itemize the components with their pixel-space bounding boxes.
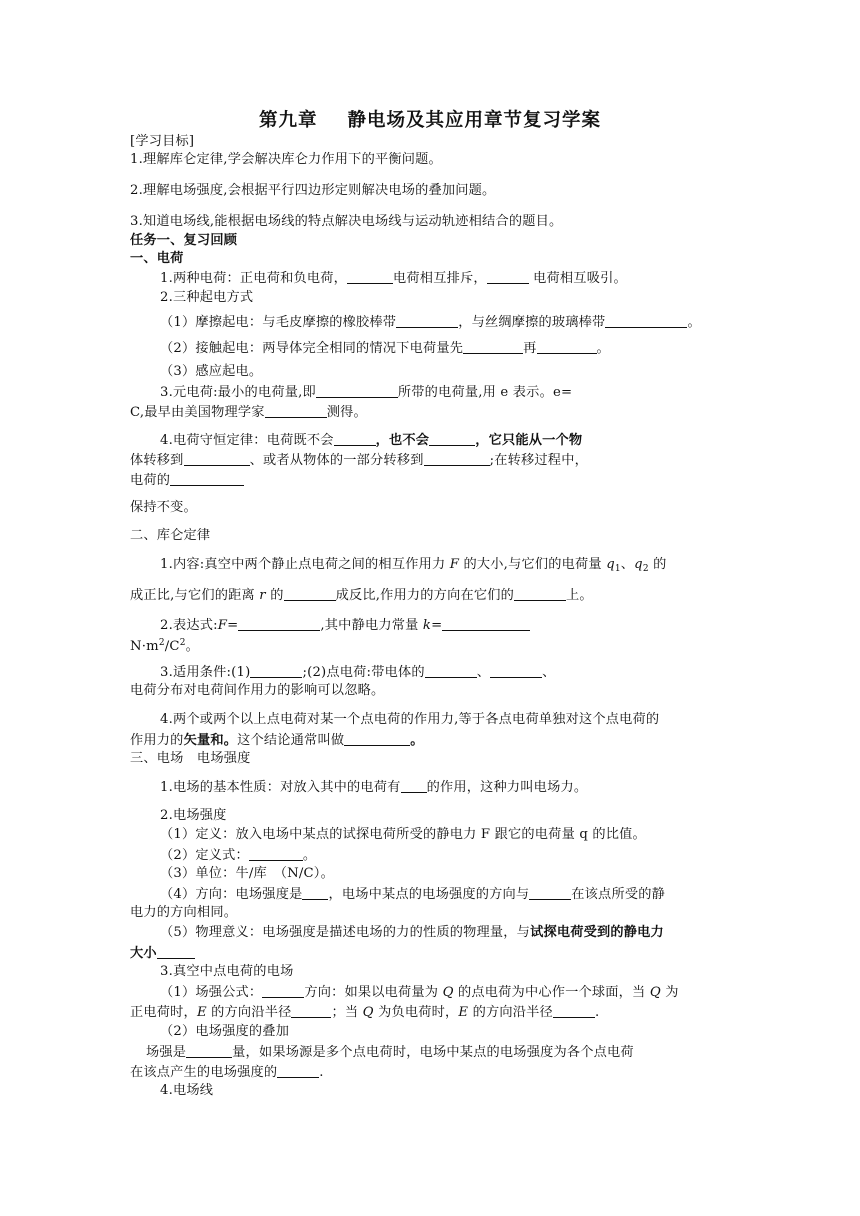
blank[interactable] — [514, 586, 566, 601]
s3-line-16: 4.电场线 — [160, 1083, 214, 1098]
blank[interactable] — [490, 663, 542, 678]
blank[interactable] — [284, 586, 336, 601]
section-1-heading: 一、电荷 — [130, 251, 184, 266]
blank[interactable] — [529, 885, 571, 900]
s2-line-4: $N\cdot m^2/C^2$。 — [130, 638, 200, 654]
s3-line-5: （3）单位：牛/库 （N/C）。 — [160, 866, 334, 881]
chapter-label: 第九章 — [258, 110, 318, 131]
blank[interactable] — [316, 383, 398, 398]
s3-line-6: （4）方向：电场强度是 ，电场中某点的电场强度的方向与 在该点所受的静 — [160, 887, 665, 902]
s3-line-4: （2）定义式： 。 — [160, 848, 317, 863]
s2-line-2: 成正比,与它们的距离 r 的 成反比,作用力的方向在它们的 上。 — [130, 588, 593, 603]
s2-line-8: 作用力的矢量和。这个结论通常叫做 。 — [130, 733, 424, 748]
s1-line-5: （3）感应起电。 — [160, 364, 263, 379]
goals-heading: [学习目标] — [130, 134, 195, 149]
blank[interactable] — [277, 1063, 319, 1078]
s1-line-2: 2.三种起电方式 — [160, 290, 254, 305]
s3-line-1: 1.电场的基本性质：对放入其中的电荷有 的作用，这种力叫电场力。 — [160, 780, 588, 795]
blank[interactable] — [347, 269, 393, 284]
s1-line-3: （1）摩擦起电：与毛皮摩擦的橡胶棒带 ，与丝绸摩擦的玻璃棒带 。 — [160, 315, 701, 330]
s3-line-9: 大小 — [130, 944, 195, 963]
blank[interactable] — [424, 451, 490, 466]
blank[interactable] — [429, 431, 475, 446]
s3-line-13: （2）电场强度的叠加 — [160, 1024, 290, 1039]
s2-line-7: 4.两个或两个以上点电荷对某一个点电荷的作用力,等于各点电荷单独对这个点电荷的 — [160, 712, 660, 727]
s1-line-11: 保持不变。 — [130, 500, 197, 515]
blank[interactable] — [425, 663, 477, 678]
s1-line-1: 1.两种电荷：正电荷和负电荷， 电荷相互排斥， 电荷相互吸引。 — [160, 271, 627, 286]
goal-2: 2.理解电场强度,会根据平行四边形定则解决电场的叠加问题。 — [130, 183, 496, 198]
section-3-heading: 三、电场 电场强度 — [130, 751, 251, 766]
blank[interactable] — [487, 269, 529, 284]
blank[interactable] — [262, 983, 304, 998]
blank[interactable] — [401, 778, 427, 793]
s3-line-2: 2.电场强度 — [160, 808, 227, 823]
task-heading: 任务一、复习回顾 — [130, 233, 238, 248]
s1-line-4: （2）接触起电：两导体完全相同的情况下电荷量先 再 。 — [160, 341, 610, 356]
page-title — [0, 106, 860, 132]
s1-line-10: 电荷的 — [130, 471, 244, 490]
s1-line-8: 4.电荷守恒定律：电荷既不会 ，也不会 ，它只能从一个物 — [160, 433, 583, 448]
blank[interactable] — [184, 451, 250, 466]
s3-line-7: 电力的方向相同。 — [130, 905, 238, 920]
s2-line-1: 1.内容:真空中两个静止点电荷之间的相互作用力 F 的大小,与它们的电荷量 $q_1$、$q_2$ 的 — [160, 557, 667, 574]
chapter-title: 静电场及其应用章节复习学案 — [347, 110, 602, 131]
blank[interactable] — [170, 471, 244, 486]
s3-line-12: 正电荷时，E 的方向沿半径 ；当 Q 为负电荷时，E 的方向沿半径 . — [130, 1005, 600, 1020]
s3-line-14: 场强是 量，如果场源是多个点电荷时，电场中某点的电场强度为各个点电荷 — [146, 1045, 634, 1060]
blank[interactable] — [334, 431, 376, 446]
blank[interactable] — [265, 403, 327, 418]
s3-line-11: （1）场强公式： 方向：如果以电荷量为 Q 的点电荷为中心作一个球面，当 Q 为 — [160, 985, 679, 1000]
s2-line-3: 2.表达式:F= ,其中静电力常量 k= — [160, 616, 530, 635]
s3-line-3: （1）定义：放入电场中某点的试探电荷所受的静电力 F 跟它的电荷量 q 的比值。 — [160, 827, 646, 842]
goal-1: 1.理解库仑定律,学会解决库仑力作用下的平衡问题。 — [130, 152, 442, 167]
s1-line-9: 体转移到 、或者从物体的一部分转移到 ;在转移过程中， — [130, 453, 588, 468]
s2-line-6: 电荷分布对电荷间作用力的影响可以忽略。 — [130, 683, 385, 698]
blank[interactable] — [186, 1043, 232, 1058]
blank[interactable] — [302, 885, 328, 900]
blank[interactable] — [250, 663, 302, 678]
blank[interactable] — [344, 731, 410, 746]
s2-line-5: 3.适用条件:(1) ;(2)点电荷:带电体的 、 、 — [160, 665, 556, 680]
blank[interactable] — [442, 616, 530, 631]
s3-line-10: 3.真空中点电荷的电场 — [160, 964, 294, 979]
s1-line-7: C,最早由美国物理学家 测得。 — [130, 405, 367, 420]
blank[interactable] — [553, 1003, 595, 1018]
blank[interactable] — [537, 339, 597, 354]
blank[interactable] — [396, 313, 458, 328]
blank[interactable] — [157, 944, 195, 959]
blank[interactable] — [291, 1003, 331, 1018]
blank[interactable] — [238, 616, 320, 631]
blank[interactable] — [605, 313, 687, 328]
goal-3: 3.知道电场线,能根据电场线的特点解决电场线与运动轨迹相结合的题目。 — [130, 214, 563, 229]
s3-line-15: 在该点产生的电场强度的 . — [130, 1065, 324, 1080]
s1-line-6: 3.元电荷:最小的电荷量,即 所带的电荷量,用 e 表示。e= — [160, 385, 573, 400]
section-2-heading: 二、库仑定律 — [130, 528, 211, 543]
s3-line-8: （5）物理意义：电场强度是描述电场的力的性质的物理量，与试探电荷受到的静电力 — [160, 925, 664, 940]
blank[interactable] — [463, 339, 523, 354]
blank[interactable] — [249, 846, 303, 861]
